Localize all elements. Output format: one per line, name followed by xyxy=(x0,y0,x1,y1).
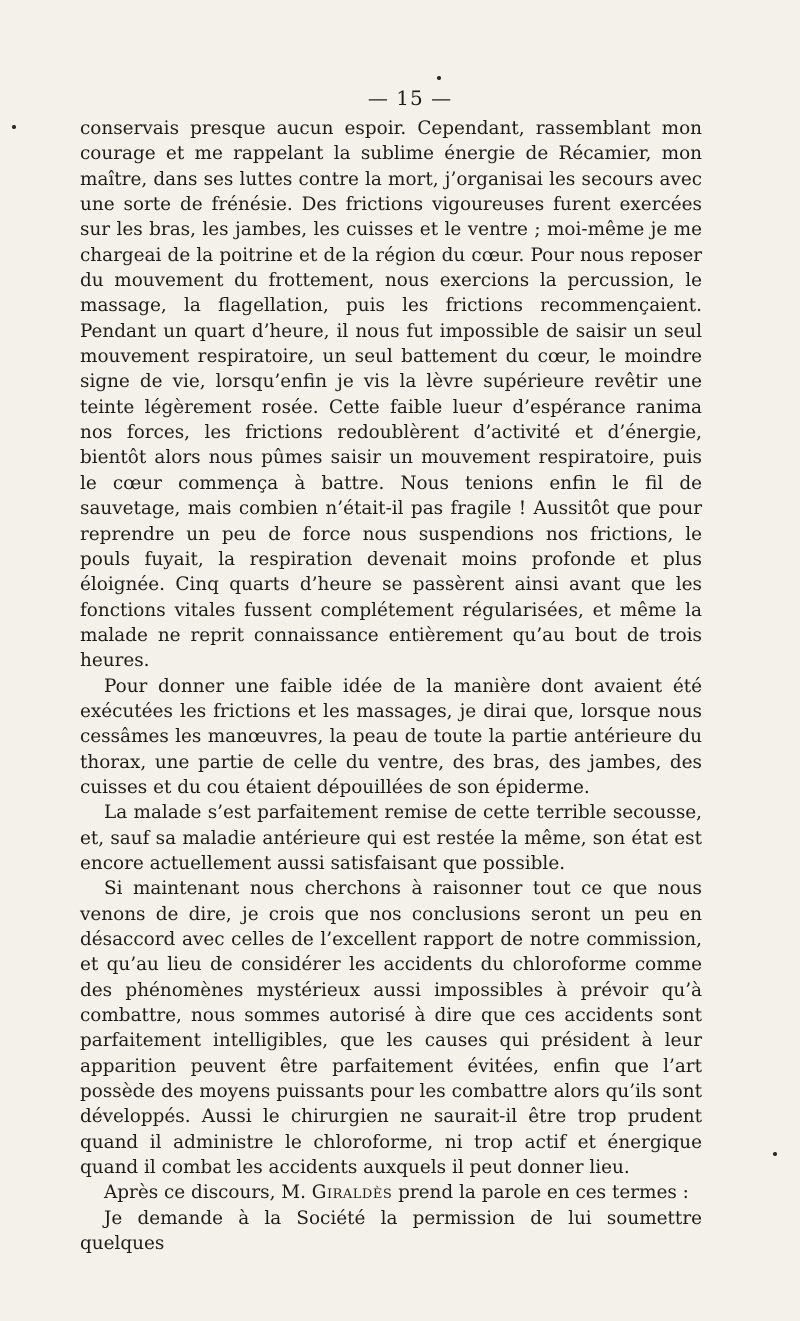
paragraph-2: Pour donner une faible idée de la manière dont avaient été exécutées les frictions et les massages, je dirai que, lorsque nous cessâmes les manœuvres, la peau de toute la partie antérieure du thorax, une partie de celle du ventre, des bras, des jambes, des cuisses et du cou étaient dépouillées de son épiderme. xyxy=(80,675,702,798)
closing-text-before-name: Après ce discours, M. xyxy=(104,1182,312,1204)
paragraph-1: conservais presque aucun espoir. Cependant, rassemblant mon courage et me rappelant la sublime énergie de Récamier, mon maître, dans ses luttes contre la mort, j’organisai les secours avec une sorte de frénésie. Des frictions vigoureuses furent exercées sur les bras, les jambes, les cuisses et le ventre ; moi-même je me chargeai de la poitrine et de la région du cœur. Pour nous reposer du mouvement du frottement, nous exercions la percussion, le massage, la flagellation, puis les frictions recommençaient. Pendant un quart d’heure, il nous fut impossible de saisir un seul mouvement respiratoire, un seul battement du cœur, le moindre signe de vie, lorsqu’enfin je vis la lèvre supérieure revêtir une teinte légèrement rosée. Cette faible lueur d’espérance ranima nos forces, les frictions redoublèrent d’activité et d’énergie, bientôt alors nous pûmes saisir un mouvement respiratoire, puis le cœur commença à battre. Nous tenions enfin le fil de sauvetage, mais combien n’était-il pas fragile ! Aussitôt que pour reprendre un peu de force nous suspendions nos frictions, le pouls fuyait, la respiration devenait moins profonde et plus éloignée. Cinq quarts d’heure se passèrent ainsi avant que les fonctions vitales fussent complétement régularisées, et même la malade ne reprit connaissance entièrement qu’au bout de trois heures. xyxy=(80,118,702,672)
body-text xyxy=(80,116,702,1256)
ink-speck xyxy=(437,76,441,80)
speaker-name: Giraldès xyxy=(311,1182,393,1204)
paragraph-5 xyxy=(80,1180,702,1205)
paragraph-4: Si maintenant nous cherchons à raisonner tout ce que nous venons de dire, je crois que nos conclusions seront un peu en désaccord avec celles de l’excellent rapport de notre commission, et qu’au lieu de considérer les accidents du chloroforme comme des phénomènes mystérieux aussi impossibles à prévoir qu’à combattre, nous sommes autorisé à dire que ces accidents sont parfaitement intelligibles, que les causes qui président à leur apparition peuvent être parfaitement évitées, enfin que l’art possède des moyens puissants pour les combattre alors qu’ils sont développés. Aussi le chirurgien ne saurait-il être trop prudent quand il administre le chloroforme, ni trop actif et énergique quand il combat les accidents auxquels il peut donner lieu. xyxy=(80,878,702,1179)
paragraph-3: La malade s’est parfaitement remise de cette terrible secousse, et, sauf sa maladie antérieure qui est restée la même, son état est encore actuellement aussi satisfaisant que possible. xyxy=(80,802,702,874)
ink-speck xyxy=(773,1152,777,1156)
page-number: — 15 — xyxy=(367,86,453,110)
closing-text-after-name: prend la parole en ces termes : xyxy=(392,1182,689,1204)
ink-speck xyxy=(12,125,16,129)
final-line: Je demande à la Société la permission de lui soumettre quelques xyxy=(80,1207,702,1255)
